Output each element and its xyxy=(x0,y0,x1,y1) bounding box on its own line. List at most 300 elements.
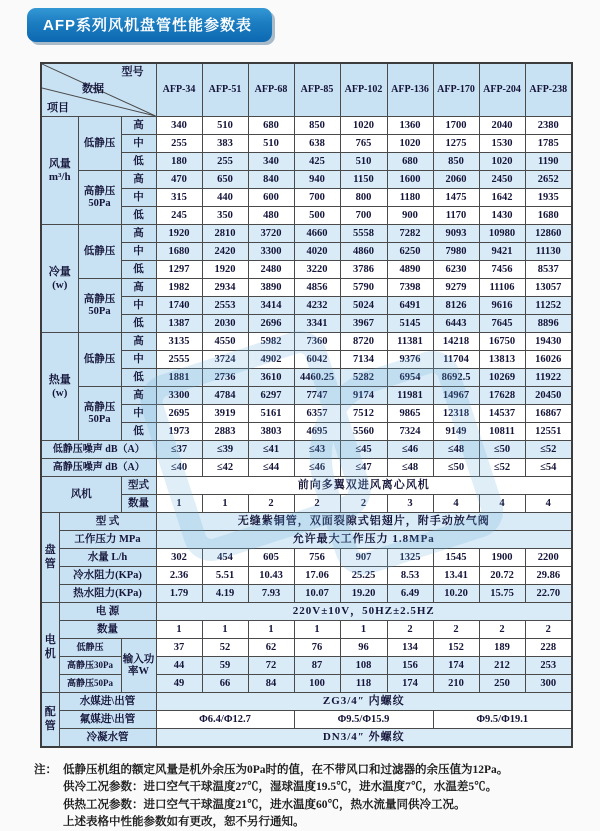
value-cell: 340 xyxy=(248,153,294,171)
value-cell: 152 xyxy=(433,639,479,657)
value-cell: 1680 xyxy=(525,207,572,225)
sub-label: 低静压 xyxy=(78,117,121,171)
value-cell: 700 xyxy=(340,207,387,225)
value-cell: 11106 xyxy=(479,279,525,297)
value-cell: 1360 xyxy=(387,117,433,135)
value-cell: ≤47 xyxy=(340,459,387,477)
value-cell: 8692.5 xyxy=(433,369,479,387)
value-cell: 10.20 xyxy=(433,585,479,603)
speed-label: 低 xyxy=(121,315,156,333)
value-cell: 66 xyxy=(202,675,248,693)
value-cell: 1020 xyxy=(340,117,387,135)
value-cell: 11704 xyxy=(433,351,479,369)
value-cell: ≤39 xyxy=(202,441,248,459)
value-cell: 10811 xyxy=(479,423,525,441)
value-cell: 87 xyxy=(294,657,340,675)
value-cell: 52 xyxy=(202,639,248,657)
value-cell: 37 xyxy=(156,639,202,657)
row-label: 冷凝水管 xyxy=(59,729,156,748)
value-cell: 8.53 xyxy=(387,567,433,585)
speed-label: 高 xyxy=(121,225,156,243)
value-cell: 20450 xyxy=(525,387,572,405)
group-label: 冷量 (w) xyxy=(41,225,78,333)
value-cell: 8896 xyxy=(525,315,572,333)
speed-label: 低 xyxy=(121,153,156,171)
value-cell: 10269 xyxy=(479,369,525,387)
note-label: 注： xyxy=(34,764,57,776)
value-cell: 29.86 xyxy=(525,567,572,585)
value-cell: 5282 xyxy=(340,369,387,387)
value-cell: 940 xyxy=(294,171,340,189)
group-label: 盘管 xyxy=(41,513,59,603)
value-cell: 22.70 xyxy=(525,585,572,603)
value-cell: 5790 xyxy=(340,279,387,297)
model-header: AFP-170 xyxy=(433,63,479,117)
value-cell: 4 xyxy=(433,495,479,513)
value-cell: 2736 xyxy=(202,369,248,387)
value-cell: 255 xyxy=(156,135,202,153)
value-cell: 11381 xyxy=(387,333,433,351)
value-cell: 10980 xyxy=(479,225,525,243)
value-cell: ≤40 xyxy=(156,459,202,477)
value-cell: 2934 xyxy=(202,279,248,297)
value-cell: ≤46 xyxy=(387,441,433,459)
value-cell: 1275 xyxy=(433,135,479,153)
value-cell: 4 xyxy=(525,495,572,513)
note-lines xyxy=(63,762,508,831)
value-cell: 7645 xyxy=(479,315,525,333)
value-cell: 1982 xyxy=(156,279,202,297)
value-cell: 12860 xyxy=(525,225,572,243)
value-cell: 2555 xyxy=(156,351,202,369)
value-cell: 9376 xyxy=(387,351,433,369)
value-cell: 480 xyxy=(248,207,294,225)
value-cell: 2380 xyxy=(525,117,572,135)
span-value: 前向多翼双进风离心风机 xyxy=(156,477,572,495)
sub-label: 低静压 xyxy=(78,333,121,387)
value-cell: 1642 xyxy=(479,189,525,207)
speed-label: 中 xyxy=(121,135,156,153)
value-cell: ≤37 xyxy=(156,441,202,459)
value-cell: 44 xyxy=(156,657,202,675)
value-cell: 6954 xyxy=(387,369,433,387)
value-cell: 4550 xyxy=(202,333,248,351)
value-cell: 7.93 xyxy=(248,585,294,603)
value-cell: ≤50 xyxy=(479,441,525,459)
notes xyxy=(34,762,584,831)
value-cell: 2060 xyxy=(433,171,479,189)
value-cell: 1190 xyxy=(525,153,572,171)
value-cell: 11130 xyxy=(525,243,572,261)
value-cell: 9616 xyxy=(479,297,525,315)
value-cell: 2 xyxy=(479,621,525,639)
value-cell: 4 xyxy=(479,495,525,513)
value-cell: 1020 xyxy=(387,135,433,153)
value-cell: 650 xyxy=(202,171,248,189)
value-cell: 7747 xyxy=(294,387,340,405)
value-cell: 253 xyxy=(525,657,572,675)
model-header: AFP-136 xyxy=(387,63,433,117)
value-cell: 108 xyxy=(340,657,387,675)
value-cell: 228 xyxy=(525,639,572,657)
value-cell: 1920 xyxy=(202,261,248,279)
value-cell: 3341 xyxy=(294,315,340,333)
row-label: 高静压50Pa xyxy=(59,675,121,693)
value-cell: 2652 xyxy=(525,171,572,189)
span-value: Φ9.5/Φ19.1 xyxy=(433,711,572,729)
value-cell: 1530 xyxy=(479,135,525,153)
value-cell: 11981 xyxy=(387,387,433,405)
value-cell: 3724 xyxy=(202,351,248,369)
value-cell: 255 xyxy=(202,153,248,171)
value-cell: 2030 xyxy=(202,315,248,333)
value-cell: 2 xyxy=(340,495,387,513)
value-cell: 156 xyxy=(387,657,433,675)
value-cell: 15.75 xyxy=(479,585,525,603)
value-cell: 13057 xyxy=(525,279,572,297)
row-label: 工作压力 MPa xyxy=(59,531,156,549)
value-cell: 7324 xyxy=(387,423,433,441)
speed-label: 高 xyxy=(121,387,156,405)
value-cell: 500 xyxy=(294,207,340,225)
value-cell: 7360 xyxy=(294,333,340,351)
value-cell: 17.06 xyxy=(294,567,340,585)
value-cell: ≤42 xyxy=(202,459,248,477)
value-cell: 1 xyxy=(248,621,294,639)
value-cell: 12551 xyxy=(525,423,572,441)
value-cell: 210 xyxy=(433,675,479,693)
value-cell: 4890 xyxy=(387,261,433,279)
value-cell: 1150 xyxy=(340,171,387,189)
value-cell: 7456 xyxy=(479,261,525,279)
value-cell: 1545 xyxy=(433,549,479,567)
value-cell: 2696 xyxy=(248,315,294,333)
value-cell: 9174 xyxy=(340,387,387,405)
value-cell: 4860 xyxy=(340,243,387,261)
value-cell: 174 xyxy=(433,657,479,675)
model-header: AFP-102 xyxy=(340,63,387,117)
value-cell: 3220 xyxy=(294,261,340,279)
value-cell: 1475 xyxy=(433,189,479,207)
value-cell: 250 xyxy=(479,675,525,693)
value-cell: 6357 xyxy=(294,405,340,423)
row-label: 高静压30Pa xyxy=(59,657,121,675)
row-label: 低静压 xyxy=(59,639,121,657)
value-cell: 1297 xyxy=(156,261,202,279)
speed-label: 高 xyxy=(121,279,156,297)
value-cell: 680 xyxy=(248,117,294,135)
value-cell: 134 xyxy=(387,639,433,657)
model-header: AFP-34 xyxy=(156,63,202,117)
value-cell: 13.41 xyxy=(433,567,479,585)
value-cell: ≤54 xyxy=(525,459,572,477)
row-label: 电 源 xyxy=(59,603,156,621)
value-cell: 5560 xyxy=(340,423,387,441)
value-cell: 11252 xyxy=(525,297,572,315)
value-cell: 3300 xyxy=(156,387,202,405)
value-cell: ≤44 xyxy=(248,459,294,477)
value-cell: 180 xyxy=(156,153,202,171)
span-value: Φ6.4/Φ12.7 xyxy=(156,711,294,729)
value-cell: 7512 xyxy=(340,405,387,423)
value-cell: 2480 xyxy=(248,261,294,279)
note-line: 低静压机组的额定风量是机外余压为0Pa时的值，在不带风口和过滤器的余压值为12Pa。 xyxy=(63,764,509,776)
note-line: 供热工况参数：进口空气干球温度21℃，进水温度60℃，热水流量同供冷工况。 xyxy=(63,798,466,811)
value-cell: 2.36 xyxy=(156,567,202,585)
sub-label: 高静压 50Pa xyxy=(78,171,121,225)
value-cell: 4460.25 xyxy=(294,369,340,387)
row-label: 型式 xyxy=(121,477,156,495)
span-value: 无缝紫铜管，双面裂隙式铝翅片，附手动放气阀 xyxy=(156,513,572,531)
value-cell: 3803 xyxy=(248,423,294,441)
value-cell: 3 xyxy=(387,495,433,513)
value-cell: 8126 xyxy=(433,297,479,315)
value-cell: 383 xyxy=(202,135,248,153)
value-cell: 1430 xyxy=(479,207,525,225)
corner-model-label: 型号 xyxy=(121,66,144,78)
value-cell: 14967 xyxy=(433,387,479,405)
value-cell: 1 xyxy=(294,621,340,639)
value-cell: 8537 xyxy=(525,261,572,279)
value-cell: 4784 xyxy=(202,387,248,405)
value-cell: 100 xyxy=(294,675,340,693)
value-cell: 6491 xyxy=(387,297,433,315)
value-cell: 510 xyxy=(248,135,294,153)
value-cell: 680 xyxy=(387,153,433,171)
value-cell: 850 xyxy=(294,117,340,135)
value-cell: 2 xyxy=(525,621,572,639)
value-cell: 20.72 xyxy=(479,567,525,585)
value-cell: ≤48 xyxy=(433,441,479,459)
value-cell: 72 xyxy=(248,657,294,675)
value-cell: 6.49 xyxy=(387,585,433,603)
value-cell: 14218 xyxy=(433,333,479,351)
value-cell: 7134 xyxy=(340,351,387,369)
value-cell: 2040 xyxy=(479,117,525,135)
value-cell: 8720 xyxy=(340,333,387,351)
value-cell: 2 xyxy=(294,495,340,513)
value-cell: 96 xyxy=(340,639,387,657)
value-cell: 440 xyxy=(202,189,248,207)
value-cell: 1700 xyxy=(433,117,479,135)
note-line: 上述表格中性能参数如有更改，恕不另行通知。 xyxy=(63,815,305,828)
value-cell: 1881 xyxy=(156,369,202,387)
value-cell: 49 xyxy=(156,675,202,693)
speed-label: 低 xyxy=(121,369,156,387)
span-value: DN3/4″ 外螺纹 xyxy=(156,729,572,748)
value-cell: 900 xyxy=(387,207,433,225)
value-cell: 9149 xyxy=(433,423,479,441)
value-cell: 4902 xyxy=(248,351,294,369)
value-cell: 454 xyxy=(202,549,248,567)
value-cell: 76 xyxy=(294,639,340,657)
value-cell: 1 xyxy=(202,495,248,513)
value-cell: 9421 xyxy=(479,243,525,261)
value-cell: 174 xyxy=(387,675,433,693)
value-cell: 1600 xyxy=(387,171,433,189)
value-cell: 1785 xyxy=(525,135,572,153)
value-cell: 4660 xyxy=(294,225,340,243)
value-cell: 2810 xyxy=(202,225,248,243)
value-cell: 3135 xyxy=(156,333,202,351)
value-cell: ≤50 xyxy=(433,459,479,477)
row-label: 水量 L/h xyxy=(59,549,156,567)
value-cell: 5145 xyxy=(387,315,433,333)
value-cell: 1.79 xyxy=(156,585,202,603)
value-cell: 1740 xyxy=(156,297,202,315)
value-cell: 1 xyxy=(156,495,202,513)
value-cell: 300 xyxy=(525,675,572,693)
value-cell: 5161 xyxy=(248,405,294,423)
value-cell: 840 xyxy=(248,171,294,189)
value-cell: 2 xyxy=(433,621,479,639)
speed-label: 中 xyxy=(121,351,156,369)
group-label: 配管 xyxy=(41,693,59,748)
value-cell: 5024 xyxy=(340,297,387,315)
row-label: 水媒进\出管 xyxy=(59,693,156,711)
spec-table-wrap xyxy=(40,62,572,748)
model-header: AFP-51 xyxy=(202,63,248,117)
model-header: AFP-204 xyxy=(479,63,525,117)
value-cell: ≤48 xyxy=(387,459,433,477)
value-cell: 5982 xyxy=(248,333,294,351)
speed-label: 高 xyxy=(121,171,156,189)
speed-label: 中 xyxy=(121,405,156,423)
value-cell: 3720 xyxy=(248,225,294,243)
value-cell: 62 xyxy=(248,639,294,657)
value-cell: 6297 xyxy=(248,387,294,405)
value-cell: 10.07 xyxy=(294,585,340,603)
value-cell: 7980 xyxy=(433,243,479,261)
note-line: 供冷工况参数：进口空气干球温度27℃，湿球温度19.5℃，进水温度7℃，水温差5℃。 xyxy=(63,781,498,794)
model-header: AFP-85 xyxy=(294,63,340,117)
speed-label: 低 xyxy=(121,423,156,441)
spec-table xyxy=(40,62,573,748)
group-label: 热量 (w) xyxy=(41,333,78,441)
value-cell: 5.51 xyxy=(202,567,248,585)
value-cell: 4232 xyxy=(294,297,340,315)
page-title: AFP系列风机盘管性能参数表 xyxy=(27,8,272,42)
value-cell: 13813 xyxy=(479,351,525,369)
model-header: AFP-238 xyxy=(525,63,572,117)
value-cell: 3890 xyxy=(248,279,294,297)
value-cell: ≤43 xyxy=(294,441,340,459)
sub-label: 低静压 xyxy=(78,225,121,279)
value-cell: 1 xyxy=(340,621,387,639)
value-cell: 4020 xyxy=(294,243,340,261)
value-cell: 1935 xyxy=(525,189,572,207)
span-value: 允许最大工作压力 1.8MPa xyxy=(156,531,572,549)
value-cell: 10.43 xyxy=(248,567,294,585)
value-cell: 3786 xyxy=(340,261,387,279)
value-cell: 1 xyxy=(156,621,202,639)
speed-label: 中 xyxy=(121,243,156,261)
value-cell: 245 xyxy=(156,207,202,225)
value-cell: 1387 xyxy=(156,315,202,333)
value-cell: ≤52 xyxy=(525,441,572,459)
value-cell: 700 xyxy=(294,189,340,207)
value-cell: 2450 xyxy=(479,171,525,189)
value-cell: 19.20 xyxy=(340,585,387,603)
value-cell: 4856 xyxy=(294,279,340,297)
value-cell: 3967 xyxy=(340,315,387,333)
value-cell: 1325 xyxy=(387,549,433,567)
row-label: 热水阻力(KPa) xyxy=(59,585,156,603)
value-cell: 605 xyxy=(248,549,294,567)
value-cell: ≤52 xyxy=(479,459,525,477)
model-header: AFP-68 xyxy=(248,63,294,117)
span-value: 220V±10V，50HZ±2.5HZ xyxy=(156,603,572,621)
value-cell: 1170 xyxy=(433,207,479,225)
value-cell: 4695 xyxy=(294,423,340,441)
value-cell: 756 xyxy=(294,549,340,567)
value-cell: 9279 xyxy=(433,279,479,297)
value-cell: 1920 xyxy=(156,225,202,243)
power-unit-label: 输入功率W xyxy=(121,639,156,693)
value-cell: 6042 xyxy=(294,351,340,369)
value-cell: ≤41 xyxy=(248,441,294,459)
value-cell: 212 xyxy=(479,657,525,675)
value-cell: 14537 xyxy=(479,405,525,423)
value-cell: 9093 xyxy=(433,225,479,243)
value-cell: 12318 xyxy=(433,405,479,423)
value-cell: 84 xyxy=(248,675,294,693)
value-cell: 59 xyxy=(202,657,248,675)
row-label: 型 式 xyxy=(59,513,156,531)
sub-label: 高静压 50Pa xyxy=(78,387,121,441)
corner-item-label: 项目 xyxy=(47,101,69,114)
value-cell: 425 xyxy=(294,153,340,171)
value-cell: 470 xyxy=(156,171,202,189)
speed-label: 中 xyxy=(121,189,156,207)
value-cell: 2200 xyxy=(525,549,572,567)
value-cell: 510 xyxy=(202,117,248,135)
value-cell: 2 xyxy=(387,621,433,639)
value-cell: 5558 xyxy=(340,225,387,243)
row-label: 低静压噪声 dB（A） xyxy=(41,441,156,459)
value-cell: 16867 xyxy=(525,405,572,423)
speed-label: 高 xyxy=(121,117,156,135)
value-cell: 2553 xyxy=(202,297,248,315)
value-cell: 3919 xyxy=(202,405,248,423)
value-cell: 1680 xyxy=(156,243,202,261)
value-cell: 16750 xyxy=(479,333,525,351)
value-cell: 6230 xyxy=(433,261,479,279)
row-label: 冷水阻力(KPa) xyxy=(59,567,156,585)
value-cell: 600 xyxy=(248,189,294,207)
speed-label: 中 xyxy=(121,297,156,315)
row-label: 数量 xyxy=(59,621,156,639)
value-cell: 11922 xyxy=(525,369,572,387)
value-cell: 3610 xyxy=(248,369,294,387)
value-cell: 19430 xyxy=(525,333,572,351)
value-cell: 800 xyxy=(340,189,387,207)
value-cell: 6250 xyxy=(387,243,433,261)
value-cell: 2 xyxy=(248,495,294,513)
value-cell: 2883 xyxy=(202,423,248,441)
value-cell: 638 xyxy=(294,135,340,153)
value-cell: 340 xyxy=(156,117,202,135)
row-label: 数量 xyxy=(121,495,156,513)
group-label: 风机 xyxy=(41,477,121,513)
value-cell: 3414 xyxy=(248,297,294,315)
value-cell: 9865 xyxy=(387,405,433,423)
value-cell: 850 xyxy=(433,153,479,171)
value-cell: 7398 xyxy=(387,279,433,297)
corner-data-label: 数据 xyxy=(82,83,104,95)
value-cell: 16026 xyxy=(525,351,572,369)
group-label: 风量 m³/h xyxy=(41,117,78,225)
